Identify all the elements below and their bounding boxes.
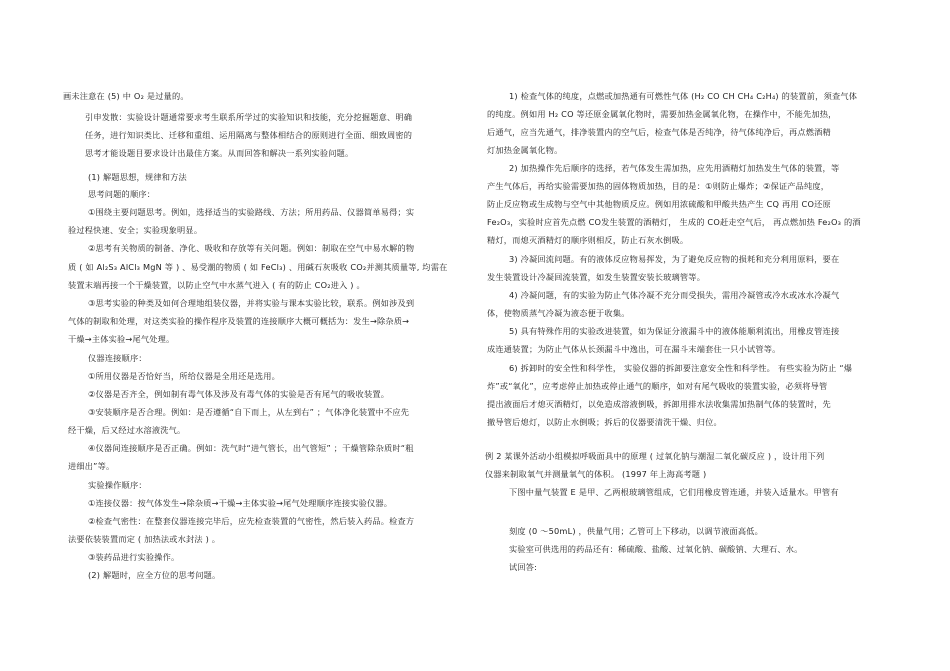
text-line: 体，使物质蒸气冷凝为液态便于收集。	[487, 308, 630, 318]
text-line: 刻度 (0 ～50mL) ，供量气用；乙管可上下移动，以调节液面高低。	[509, 526, 764, 536]
text-line: 引申发散：实验设计题通常要求考生联系所学过的实验知识和技能，充分挖掘题意、明确	[85, 112, 413, 122]
text-line: ①围绕主要问题思考。例如，选择适当的实验路线、方法；所用药品、仪器简单易得；实	[88, 207, 415, 217]
text-line: 思考才能设题目要求设计出最佳方案。从而回答和解决一系列实验问题。	[85, 148, 354, 158]
text-line: 2) 加热操作先后顺序的选择，若气体发生需加热，应先用酒精灯加热发生气体的装置，等	[509, 163, 840, 173]
text-line: 法要依装装置而定 ( 加热法或水封法 ) 。	[68, 534, 221, 544]
text-line: 画未注意在 (5) 中 O₂ 是过量的。	[63, 91, 189, 101]
text-line: 炸”或“氧化”，应考虑停止加热或停止通气的顺序，如对有尾气吸收的装置实验，必须将导管	[487, 381, 828, 391]
text-line: 装置末端再接一个干燥装置，以防止空气中水蒸气进入 ( 有的防止 CO₂进入 ) 。	[68, 280, 365, 290]
text-line: ③装药品进行实验操作。	[88, 552, 180, 562]
text-line: 进细出”等。	[68, 461, 115, 471]
text-line: 试回答:	[509, 562, 538, 572]
text-line: ④仪器间连接顺序是否正确。例如：洗气时“进气管长，出气管短” ；干燥管除杂质时“粗	[88, 443, 414, 453]
text-line: 成连通装置；为防止气体从长颈漏斗中逸出，可在漏斗末端套住一只小试管等。	[487, 344, 781, 354]
text-line: ②仪器是否齐全，例如制有毒气体及涉及有毒气体的实验是否有尾气的吸收装置。	[88, 389, 390, 399]
text-line: 发生装置设计冷凝回流装置，如发生装置安装长玻璃管等。	[487, 272, 706, 282]
text-line: 灯加热金属氧化物。	[487, 145, 563, 155]
text-line: 防止反应物或生成物与空气中其他物质反应。例如用浓硫酸和甲酸共热产生 CQ 再用 CO还原	[487, 199, 831, 209]
text-line: 4) 冷凝问题，有的实验为防止气体冷凝不充分而受损失，需用冷凝管或冷水或冰水冷凝气	[509, 290, 840, 300]
example-heading: 例 2 某课外活动小组模拟呼吸面具中的原理 ( 过氧化钠与潮湿二氧化碳反应 ) ，设计用下列	[485, 451, 825, 461]
section-heading: (1) 解题思想，规律和方法	[88, 172, 187, 182]
text-line: 产生气体后，再给实验需要加热的固体物质加热，目的是：①则防止爆炸；②保证产品纯度，	[487, 181, 830, 191]
text-line: 撤导管后熄灯，以防止水倒吸；拆后的仪器要清洗干燥、归位。	[487, 417, 722, 427]
text-line: 6) 拆卸时的安全性和科学性， 实验仪器的拆卸要注意安全性和科学性。 有些实验为防止 “爆	[509, 363, 853, 373]
text-line: ②检查气密性：在整套仪器连接完毕后，应先检查装置的气密性，然后装入药品。检查方	[88, 516, 415, 526]
text-line: 的纯度。例如用 H₂ CO 等还原金属氧化物时，需要加热金属氧化物，在操作中，不能先加热，	[487, 109, 837, 119]
text-line: 后通气，应当先通气，排净装置内的空气后，检查气体是否纯净，待气体纯净后，再点燃酒精	[487, 127, 831, 137]
subheading: 仪器连接顺序：	[88, 353, 147, 363]
text-line: 质 ( 如 Al₂S₃ AlCl₃ MgN 等 ) 、易受潮的物质 ( 如 FeCl₃) 、用碱石灰吸收 CO₂并测其质量等, 均需在	[68, 262, 448, 272]
text-line: 3) 冷凝回流问题。有的液体反应物易挥发，为了避免反应物的损耗和充分利用原料，要在	[509, 254, 840, 264]
text-line: ①所用仪器是否恰好当，所给仪器是全用还是选用。	[88, 371, 281, 381]
text-line: 下图中量气装置 E 是甲、乙两根玻璃管组成，它们用橡皮管连通，并装入适量水。甲管有	[509, 487, 839, 497]
text-line: 实验室可供选用的药品还有：稀硫酸、盐酸、过氧化钠、碳酸钠、大理石、水。	[509, 544, 803, 554]
text-line: 提出液面后才熄灭酒精灯，以免造成溶液倒吸，拆卸用排水法收集需加热制气体的装置时，先	[487, 399, 831, 409]
text-line: 1) 检查气体的纯度，点燃或加热通有可燃性气体 (H₂ CO CH CH₄ C₂H₄) 的装置前，须查气体	[509, 91, 858, 101]
subheading: 实验操作顺序：	[88, 480, 147, 490]
subheading: 思考问题的顺序：	[88, 189, 156, 199]
section-heading: (2) 解题时，应全方位的思考问题。	[88, 570, 221, 580]
text-line: ①连接仪器：按气体发生→除杂质→干燥→主体实验→尾气处理顺序连接实验仪器。	[88, 498, 393, 508]
text-line: 任务，进行知识类比、迁移和重组、运用隔离与整体相结合的原则进行全面、细致周密的	[85, 130, 413, 140]
text-line: 验过程快速、安全；实验现象明显。	[68, 225, 203, 235]
text-line: 仪器来制取氧气并测量氧气的体积。 (1997 年上海高考题 )	[485, 469, 707, 479]
text-line: ②思考有关物质的制备、净化、吸收和存放等有关问题。例如：制取在空气中易水解的物	[88, 243, 415, 253]
text-line: ③安装顺序是否合理。例如：是否遵循“自下而上，从左到右” ；气体净化装置中不应先	[88, 407, 410, 417]
text-line: 干燥→主体实验→尾气处理。	[68, 334, 175, 344]
text-line: 5) 具有特殊作用的实验改进装置，如为保证分液漏斗中的液体能顺利流出，用橡皮管连接	[509, 326, 840, 336]
text-line: 经干燥，后又经过水溶液洗气。	[68, 425, 186, 435]
text-line: ③思考实验的种类及如何合理地组装仪器，并将实验与课本实验比较，联系。例如涉及到	[88, 298, 415, 308]
text-line: 气体的制取和处理，对这类实验的操作程序及装置的连接顺序大概可概括为：发生→除杂质→	[68, 316, 410, 326]
text-line: Fe₂O₃，实验时应首先点燃 CO发生装置的酒精灯， 生成的 CO赶走空气后， 再点燃加热 Fe₂O₃ 的酒	[487, 217, 861, 227]
text-line: 精灯，而熄灭酒精灯的顺序则相反，防止石灰水倒吸。	[487, 235, 689, 245]
